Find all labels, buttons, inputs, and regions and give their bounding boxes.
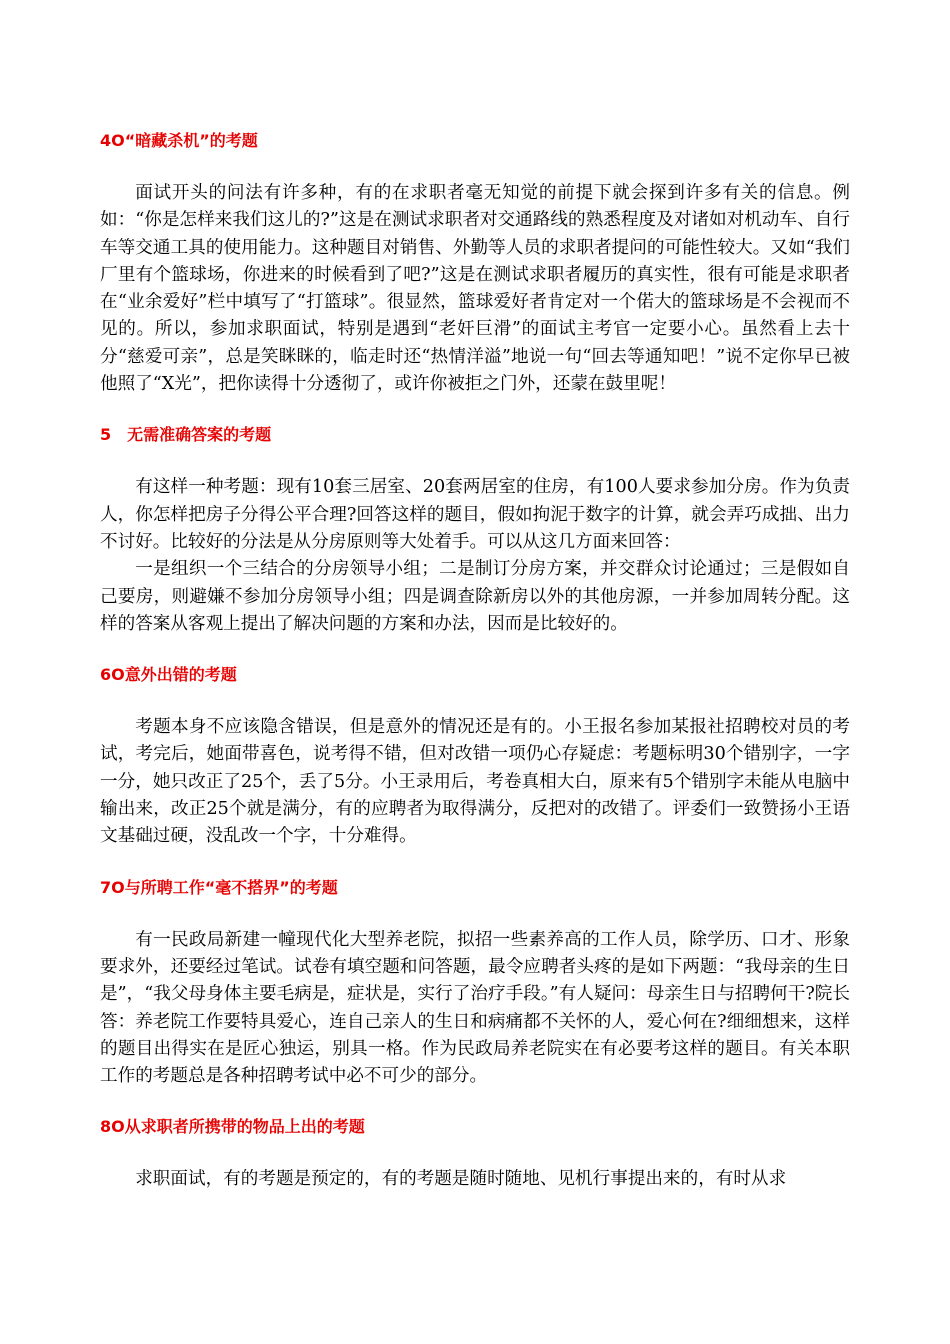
body-paragraph: 一是组织一个三结合的分房领导小组；二是制订分房方案，并交群众讨论通过；三是假如自己要房，则避嫌不参加分房领导小组；四是调查除新房以外的其他房源，一并参加周转分配。这样的答案从客观上提出了解决问题的方案和办法，因而是比较好的。 <box>100 559 850 634</box>
body-paragraph: 考题本身不应该隐含错误，但是意外的情况还是有的。小王报名参加某报社招聘校对员的考试，考完后，她面带喜色，说考得不错，但对改错一项仍心存疑虑：考题标明30个错别字，一字一分，她只改正了25个，丢了5分。小王录用后，考卷真相大白，原来有5个错别字未能从电脑中输出来，改正25个就是满分，有的应聘者为取得满分，反把对的改错了。评委们一致赞扬小王语文基础过硬，没乱改一个字，十分难得。 <box>100 717 850 847</box>
section-8 <box>100 1116 850 1193</box>
section-gap <box>100 851 850 877</box>
body-paragraph: 求职面试，有的考题是预定的，有的考题是随时随地、见机行事提出来的，有时从求 <box>135 1169 787 1190</box>
section-heading: 4O“暗藏杀机”的考题 <box>100 131 258 150</box>
section-heading: 7O与所聘工作“毫不搭界”的考题 <box>100 877 338 897</box>
section-heading: 5 无需准确答案的考题 <box>100 425 272 445</box>
body-paragraph: 面试开头的问法有许多种，有的在求职者毫无知觉的前提下就会探到许多有关的信息。例如：“你是怎样来我们这儿的?”这是在测试求职者对交通路线的熟悉程度及对诸如对机动车、自行车等交通工具的使用能力。这种题目对销售、外勤等人员的求职者提问的可能性较大。又如“我们厂里有个篮球场，你进来的时候看到了吧?”这是在测试求职者履历的真实性，很有可能是求职者在“业余爱好”栏中填写了“打篮球”。很显然，篮球爱好者肯定对一个偌大的篮球场是不会视而不见的。所以，参加求职面试，特别是遇到“老奸巨滑”的面试主考官一定要小心。虽然看上去十分“慈爱可亲”，总是笑眯眯的，临走时还“热情洋溢”地说一句“回去等通知吧！”说不定你早已被他照了“X光”，把你读得十分透彻了，或许你被拒之门外，还蒙在鼓里呢！ <box>100 183 850 395</box>
document-body <box>100 130 850 1194</box>
section-heading: 6O意外出错的考题 <box>100 665 237 685</box>
body-paragraph: 有这样一种考题：现有10套三居室、20套两居室的住房，有100人要求参加分房。作为负责人，你怎样把房子分得公平合理?回答这样的题目，假如拘泥于数字的计算，就会弄巧成拙、出力不讨好。比较好的分法是从分房原则等大处着手。可以从这几方面来回答： <box>100 477 850 552</box>
section-5 <box>100 424 850 638</box>
section-7 <box>100 877 850 1091</box>
section-gap <box>100 638 850 664</box>
section-gap <box>100 398 850 424</box>
section-gap <box>100 1090 850 1116</box>
section-4 <box>100 130 850 398</box>
section-6 <box>100 664 850 850</box>
section-heading: 8O从求职者所携带的物品上出的考题 <box>100 1117 365 1137</box>
body-paragraph: 有一民政局新建一幢现代化大型养老院，拟招一些素养高的工作人员，除学历、口才、形象要求外，还要经过笔试。试卷有填空题和问答题，最令应聘者头疼的是如下两题：“我母亲的生日是”，“我父母身体主要毛病是，症状是，实行了治疗手段。”有人疑问：母亲生日与招聘何干?院长答：养老院工作要特具爱心，连自己亲人的生日和病痛都不关怀的人，爱心何在?细细想来，这样的题目出得实在是匠心独运，别具一格。作为民政局养老院实在有必要考这样的题目。有关本职工作的考题总是各种招聘考试中必不可少的部分。 <box>100 929 850 1087</box>
